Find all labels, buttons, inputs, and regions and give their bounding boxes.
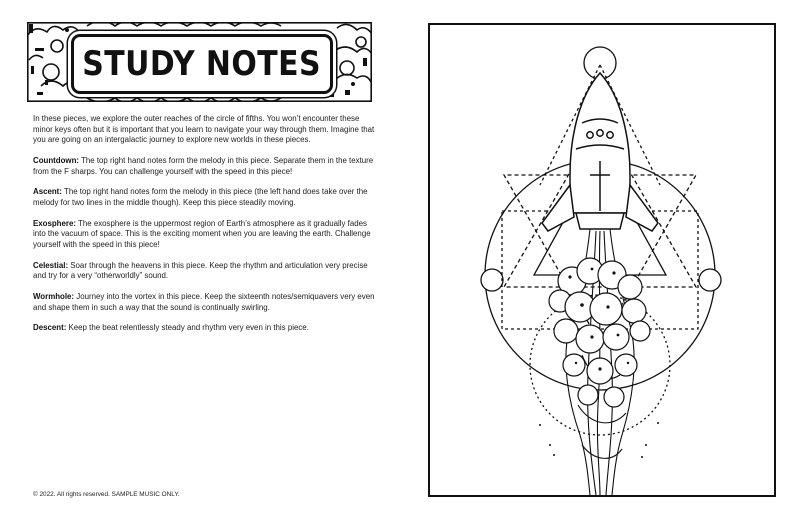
- piece-description: The top right hand notes form the melody in this piece (the left hand does take over the melody for two lines in the middle though). Keep this piece steadily moving.: [33, 187, 368, 207]
- title-banner: [27, 22, 372, 102]
- piece-note-ascent: [33, 187, 375, 208]
- piece-note-exosphere: [33, 219, 375, 251]
- piece-description: Soar through the heavens in this piece. Keep the rhythm and articulation very precise and try for a very “otherworldly” sound.: [33, 260, 368, 281]
- piece-title: Descent:: [33, 323, 67, 333]
- title-box: [71, 34, 333, 94]
- piece-title: Ascent:: [33, 187, 62, 197]
- piece-note-descent: [33, 323, 375, 334]
- page-title: STUDY NOTES: [82, 44, 322, 84]
- piece-description: The top right hand notes form the melody in this piece. Separate them in the texture from the F sharps. You can challenge yourself with the speed in this piece!: [33, 155, 374, 176]
- piece-title: Celestial:: [33, 260, 69, 270]
- illustration-frame: [428, 23, 776, 497]
- piece-title: Exosphere:: [33, 218, 76, 228]
- piece-description: Keep the beat relentlessly steady and rhythm very even in this piece.: [66, 323, 309, 333]
- piece-note-countdown: [33, 156, 375, 177]
- piece-title: Wormhole:: [33, 292, 75, 302]
- piece-note-celestial: [33, 261, 375, 282]
- piece-note-wormhole: [33, 292, 375, 313]
- piece-description: The exosphere is the uppermost region of Earth’s atmosphere as it gradually fades into the vacuum of space. This is the exciting moment when you are leaving the earth. Challenge yourself with the speed in this piece!: [33, 218, 371, 249]
- piece-description: Journey into the vortex in this piece. Keep the sixteenth notes/semiquavers very even and shape them in such a way that the sound is continually swirling.: [33, 292, 375, 312]
- copyright-notice: © 2022. All rights reserved. SAMPLE MUSIC ONLY.: [33, 491, 180, 498]
- intro-paragraph: In these pieces, we explore the outer reaches of the circle of fifths. You won’t encounter these minor keys often but it is important that you learn to navigate your way through them. Imagine that you are going on an intergalactic journey to explore new worlds in these pieces.: [33, 114, 375, 145]
- piece-title: Countdown:: [33, 155, 80, 165]
- study-notes-body: [33, 114, 375, 344]
- rocket-ship-illustration: [430, 25, 774, 495]
